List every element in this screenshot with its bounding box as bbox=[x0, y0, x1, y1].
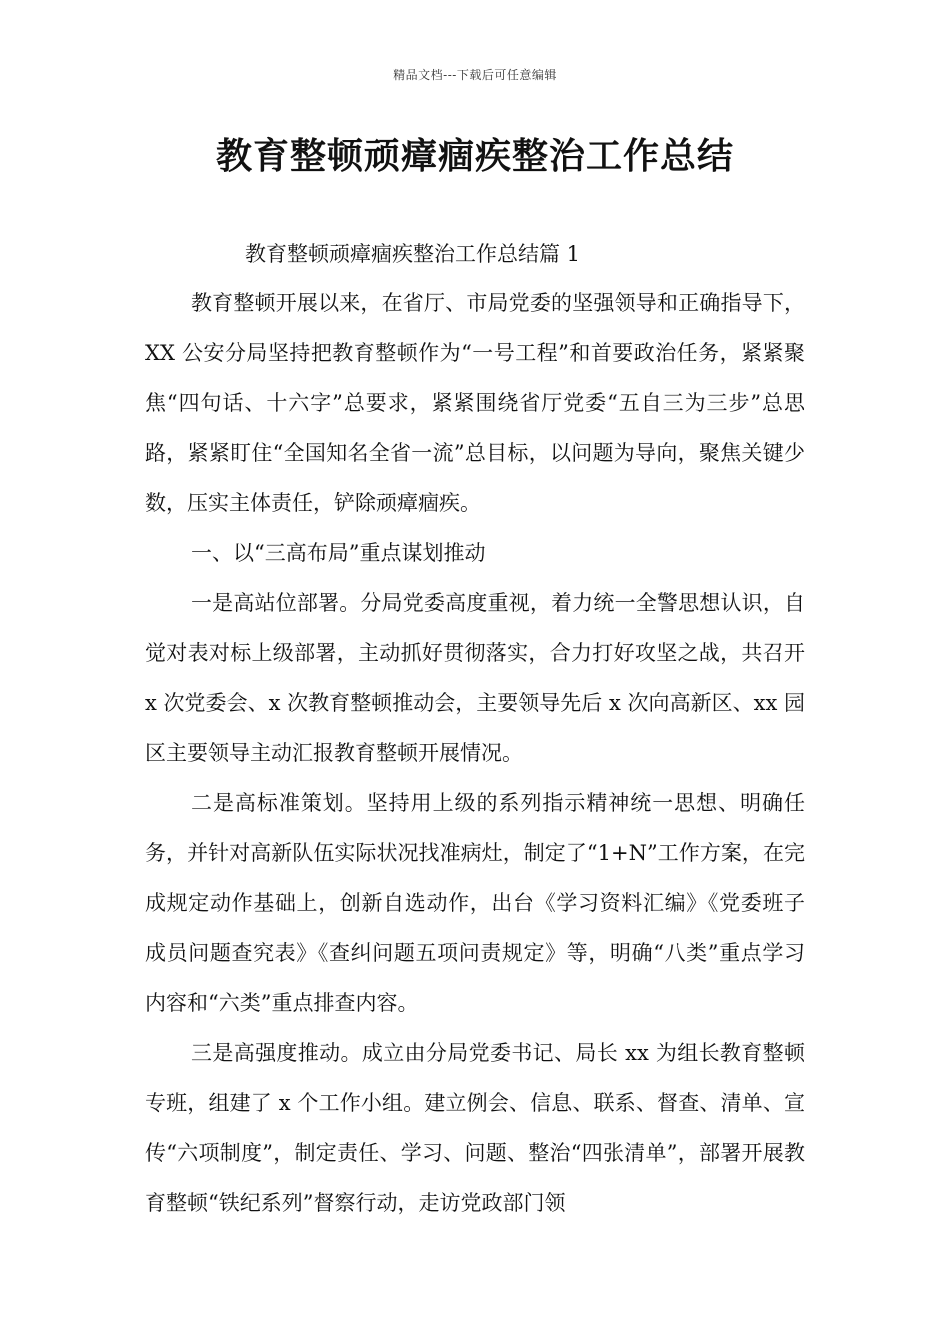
page-title: 教育整顿顽瘴痼疾整治工作总结 bbox=[215, 136, 734, 177]
header-note: 精品文档---下载后可任意编辑 bbox=[393, 68, 557, 82]
paragraph-subheading: 一、以“三高布局”重点谋划推动 bbox=[191, 541, 486, 565]
paragraph-high-standard: 二是高标准策划。坚持用上级的系列指示精神统一思想、明确任务，并针对高新队伍实际状况找准病灶，制定了“1+N”工作方案，在完成规定动作基础上，创新自选动作，出台《学习资料汇编》《党委班子成员问题查究表》《查纠问题五项问责规定》等，明确“八类”重点学习内容和“六类”重点排查内容。 bbox=[145, 791, 805, 1015]
section-heading: 教育整顿顽瘴痼疾整治工作总结篇 1 bbox=[245, 242, 581, 266]
paragraph-intro: 教育整顿开展以来，在省厅、市局党委的坚强领导和正确指导下，XX 公安分局坚持把教育整顿作为“一号工程”和首要政治任务，紧紧聚焦“四句话、十六字”总要求，紧紧围绕省厅党委“五自三为三步”总思路，紧紧盯住“全国知名全省一流”总目标，以问题为导向，聚焦关键少数，压实主体责任，铲除顽瘴痼疾。 bbox=[145, 291, 805, 515]
paragraph-high-position: 一是高站位部署。分局党委高度重视，着力统一全警思想认识，自觉对表对标上级部署，主动抓好贯彻落实，合力打好攻坚之战，共召开 x 次党委会、x 次教育整顿推动会，主要领导先后 x 次向高新区、xx 园区主要领导主动汇报教育整顿开展情况。 bbox=[145, 591, 805, 765]
document-body bbox=[145, 278, 805, 1228]
paragraph-high-intensity: 三是高强度推动。成立由分局党委书记、局长 xx 为组长教育整顿专班，组建了 x 个工作小组。建立例会、信息、联系、督查、清单、宣传“六项制度”，制定责任、学习、问题、整治“四张清单”，部署开展教育整顿“铁纪系列”督察行动，走访党政部门领 bbox=[145, 1041, 805, 1215]
